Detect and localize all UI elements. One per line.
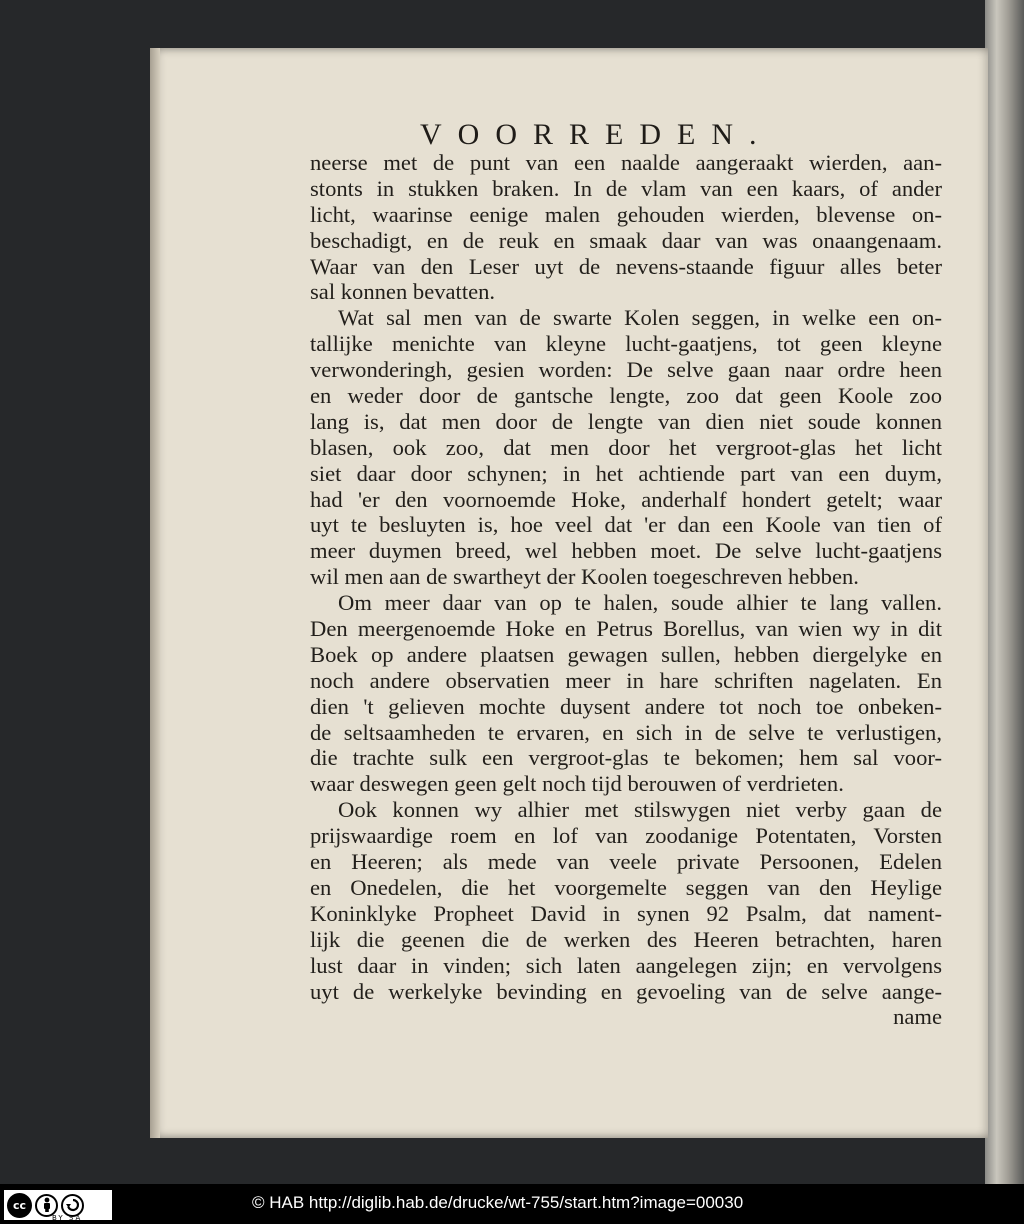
license-tags: BY SA xyxy=(52,1214,83,1222)
text-line: Den meergenoemde Hoke en Petrus Borellus, van wien wy in dit xyxy=(310,616,942,642)
text-line: lijk die geenen die de werken des Heeren betrachten, haren xyxy=(310,926,942,952)
text-line: lust daar in vinden; sich laten aangelegen zijn; en vervolgens xyxy=(310,952,942,978)
text-line: Waar van den Leser uyt de nevens-staande figuur alles beter xyxy=(310,253,942,279)
text-line: Ook konnen wy alhier met stilswygen niet verby gaan de xyxy=(338,797,942,823)
text-line: stonts in stukken braken. In de vlam van een kaars, of ander xyxy=(310,175,942,201)
cc-icon: cc xyxy=(7,1193,32,1218)
text-line: Om meer daar van op te halen, soude alhier te lang vallen. xyxy=(338,590,942,616)
text-line: en Onedelen, die het voorgemelte seggen van den Heylige xyxy=(310,874,942,900)
text-line: en weder door de gantsche lengte, zoo dat geen Koole zoo xyxy=(310,383,942,409)
source-credit-link[interactable]: © HAB http://diglib.hab.de/drucke/wt-755/start.htm?image=00030 xyxy=(252,1193,744,1212)
text-line: lang is, dat men door de lengte van dien niet soude konnen xyxy=(310,408,942,434)
text-line: had 'er den voornoemde Hoke, anderhalf hondert getelt; waar xyxy=(310,486,942,512)
text-line: noch andere observatien meer in hare schriften nagelaten. En xyxy=(310,667,942,693)
cc-license-badge[interactable] xyxy=(2,1188,114,1222)
text-line: blasen, ook zoo, dat men door het vergroot-glas het licht xyxy=(310,434,942,460)
page-gutter-edge xyxy=(150,48,160,1138)
running-title: VOORREDEN. xyxy=(420,118,773,151)
body-text xyxy=(310,150,942,1030)
text-line: siet daar door schynen; in het achtiende part van een duym, xyxy=(310,460,942,486)
text-line: name xyxy=(893,1004,942,1030)
text-line: wil men aan de swartheyt der Koolen toegeschreven hebben. xyxy=(310,564,859,590)
text-line: licht, waarinse eenige malen gehouden wierden, blevense on- xyxy=(310,201,942,227)
text-line: neerse met de punt van een naalde aangeraakt wierden, aan- xyxy=(310,150,942,175)
footer-bar xyxy=(0,1184,1024,1224)
text-line: sal konnen bevatten. xyxy=(310,279,496,305)
text-line: verwonderingh, gesien worden: De selve gaan naar ordre heen xyxy=(310,357,942,383)
text-line: beschadigt, en de reuk en smaak daar van was onaangenaam. xyxy=(310,227,942,253)
text-line: Boek op andere plaatsen gewagen sullen, hebben diergelyke en xyxy=(310,641,942,667)
text-line: uyt de werkelyke bevinding en gevoeling van de selve aange- xyxy=(310,978,942,1004)
book-spine-edge xyxy=(985,0,1024,1184)
text-line: Koninklyke Propheet David in synen 92 Psalm, dat nament- xyxy=(310,900,942,926)
text-line: prijswaardige roem en lof van zoodanige Potentaten, Vorsten xyxy=(310,823,942,849)
text-line: meer duymen breed, wel hebben moet. De selve lucht-gaatjens xyxy=(310,538,942,564)
text-line: waar deswegen geen gelt noch tijd berouwen of verdrieten. xyxy=(310,771,844,797)
text-line: dien 't gelieven mochte duysent andere tot noch toe onbeken- xyxy=(310,693,942,719)
text-line: en Heeren; als mede van veele private Persoonen, Edelen xyxy=(310,849,942,875)
text-line: tallijke menichte van kleyne lucht-gaatjens, tot geen kleyne xyxy=(310,331,942,357)
text-line: de seltsaamheden te ervaren, en sich in de selve te verlustigen, xyxy=(310,719,942,745)
text-line: Wat sal men van de swarte Kolen seggen, in welke een on- xyxy=(338,305,942,331)
text-line: uyt te besluyten is, hoe veel dat 'er dan een Koole van tien of xyxy=(310,512,942,538)
text-line: die trachte sulk een vergroot-glas te bekomen; hem sal voor- xyxy=(310,745,942,771)
